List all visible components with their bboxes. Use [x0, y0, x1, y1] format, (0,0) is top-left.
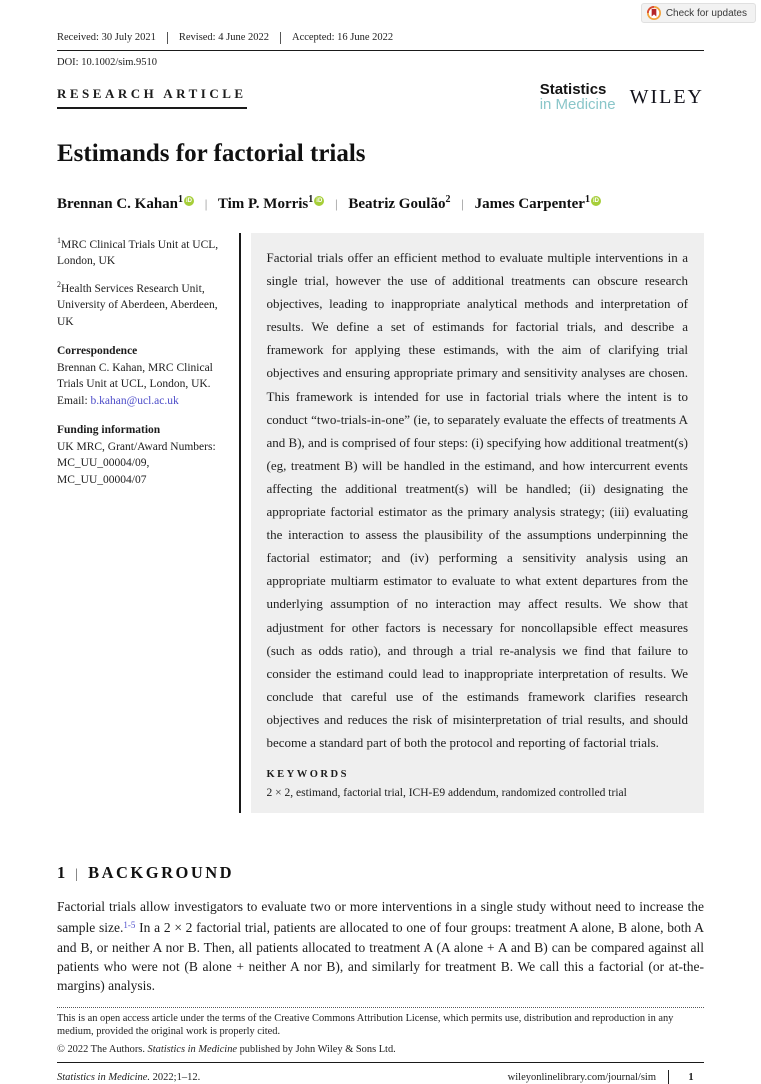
affiliation-2 — [57, 277, 231, 330]
footer-right — [508, 1070, 704, 1084]
sidebar — [57, 233, 239, 813]
correspondence-text: Brennan C. Kahan, MRC Clinical Trials Unit at UCL, London, UK. — [57, 361, 213, 391]
doi: DOI: 10.1002/sim.9510 — [57, 57, 158, 68]
received-date: Received: 30 July 2021 — [57, 32, 168, 44]
copyright-pre: © 2022 The Authors. — [57, 1043, 148, 1055]
affiliation-1 — [57, 233, 231, 270]
columns — [57, 233, 704, 813]
open-access-note: This is an open access article under the terms of the Creative Commons Attribution License, which permits use, distribution and reproduction in any medium, provided the original work is properly cited. — [57, 1012, 674, 1038]
footer-line — [57, 1070, 704, 1084]
body-paragraph — [57, 897, 704, 995]
funding-heading: Funding information — [57, 424, 161, 437]
type-row — [57, 82, 704, 112]
email-link[interactable]: b.kahan@ucl.ac.uk — [90, 394, 179, 407]
affiliation-text: MRC Clinical Trials Unit at UCL, London, UK — [57, 238, 219, 268]
author-name: James Carpenter — [474, 196, 585, 212]
email-label: Email: — [57, 394, 91, 407]
author — [348, 196, 450, 212]
abstract-box — [251, 233, 705, 813]
check-for-updates-label: Check for updates — [665, 7, 747, 19]
author-affiliation-sup: 1 — [308, 194, 314, 205]
dates-row — [57, 32, 704, 51]
journal-logo-line1: Statistics — [539, 81, 607, 98]
accepted-date: Accepted: 16 June 2022 — [291, 32, 394, 43]
author-affiliation-sup: 1 — [584, 194, 590, 205]
correspondence-email-line — [57, 393, 231, 410]
footnote-divider — [57, 1007, 704, 1008]
section-separator: | — [75, 867, 79, 883]
section-title: BACKGROUND — [88, 863, 235, 883]
journal-url-link[interactable]: wileyonlinelibrary.com/journal/sim — [507, 1071, 656, 1083]
keywords-list: 2 × 2, estimand, factorial trial, ICH-E9 addendum, randomized controlled trial — [266, 787, 627, 800]
badge-row — [0, 0, 761, 23]
copyright-journal: Statistics in Medicine — [147, 1043, 238, 1055]
citation-link[interactable]: 1-5 — [123, 920, 136, 931]
author-list — [57, 194, 704, 213]
keywords-heading: KEYWORDS — [266, 769, 349, 781]
column-divider — [239, 233, 241, 813]
author-name: Brennan C. Kahan — [57, 196, 179, 212]
author — [218, 196, 324, 212]
logos — [540, 82, 704, 112]
journal-citation-name: Statistics in Medicine. — [57, 1071, 151, 1083]
author-name: Tim P. Morris — [217, 196, 309, 212]
wiley-logo: WILEY — [629, 85, 704, 108]
crossmark-icon — [647, 6, 661, 20]
section-number: 1 — [57, 863, 66, 883]
author-affiliation-sup: 1 — [178, 194, 184, 205]
article-title: Estimands for factorial trials — [57, 140, 366, 167]
author-separator: | — [204, 196, 208, 211]
correspondence-heading: Correspondence — [57, 345, 138, 358]
journal-citation-pages: 2022;1–12. — [150, 1071, 201, 1083]
copyright-note — [57, 1043, 704, 1057]
journal-logo — [540, 82, 616, 112]
footer-rule — [57, 1062, 704, 1063]
body-text: In a 2 × 2 factorial trial, patients are allocated to one of four groups: treatment A alone, B alone, both A and B, or neither A nor B. Then, all patients allocated to treatment A (A alone + A and B) can be compared against all patients who were not (B alone + neither A nor B), and similarly for treatment B. We call this a factorial (or at-the-margins) analysis. — [57, 920, 704, 994]
affiliation-sup: 1 — [57, 236, 61, 245]
author-name: Beatriz Goulão — [348, 196, 446, 212]
orcid-icon[interactable]: iD — [592, 198, 599, 204]
section-heading — [57, 863, 704, 883]
revised-date: Revised: 4 June 2022 — [179, 32, 281, 44]
body-text: Factorial trials allow investigators to evaluate two or more interventions in a single study without need to increase the sample size. — [57, 899, 704, 936]
journal-logo-line2: in Medicine — [539, 96, 616, 113]
check-for-updates-button[interactable] — [641, 3, 756, 23]
affiliation-text: Health Services Research Unit, University of Aberdeen, Aberdeen, UK — [57, 282, 218, 328]
orcid-icon[interactable]: iD — [186, 198, 193, 204]
funding-text: UK MRC, Grant/Award Numbers: MC_UU_00004/09, MC_UU_00004/07 — [57, 440, 216, 486]
author — [475, 196, 601, 212]
author-separator: | — [335, 196, 338, 211]
author-separator: | — [461, 196, 464, 211]
article-type-label: RESEARCH ARTICLE — [57, 86, 247, 109]
affiliation-sup: 2 — [57, 279, 61, 289]
footer-vertical-bar — [668, 1070, 669, 1084]
page-number: 1 — [688, 1071, 694, 1083]
author — [57, 196, 194, 212]
orcid-icon[interactable]: iD — [316, 198, 323, 204]
copyright-post: published by John Wiley & Sons Ltd. — [237, 1043, 396, 1055]
abstract-text: Factorial trials offer an efficient method to evaluate multiple interventions in a single trial, however the use of additional treatments can obscure research objectives, leading to inappropriate analytical methods and interpretation of results. We define a set of estimands for factorial trials, and describe a framework for applying these estimands, with the aim of clarifying trial objectives and ensuring appropriate primary and sensitivity analyses are chosen. This framework is intended for use in factorial trials where the intent is to conduct “two-trials-in-one” (ie, to separately evaluate the effects of treatments A and B), and is comprised of four steps: (i) specifying how additional treatment(s) (eg, treatment B) will be handled in the estimand, and how intercurrent events affecting the additional treatment(s) will be handled; (ii) designating the appropriate factorial estimator as the primary analysis strategy; (iii) evaluating the interaction to assess the plausibility of the assumptions underpinning the factorial estimator; and (iv) performing a sensitivity analysis using an appropriate multiarm estimator to evaluate to what extent departures from the underlying assumption of no interaction may affect results. We show that adjustment for other factors is necessary for noncollapsible effect measures (such as odds ratio), and through a trial re-analysis we find that failure to consider the estimand could lead to inappropriate interpretation of results. We conclude that careful use of the estimands framework clarifies research objectives and reduces the risk of misinterpretation of trial results, and should become a standard part of both the protocol and reporting of factorial trials. — [266, 250, 688, 750]
journal-citation — [57, 1072, 200, 1083]
author-affiliation-sup: 2 — [445, 194, 451, 205]
